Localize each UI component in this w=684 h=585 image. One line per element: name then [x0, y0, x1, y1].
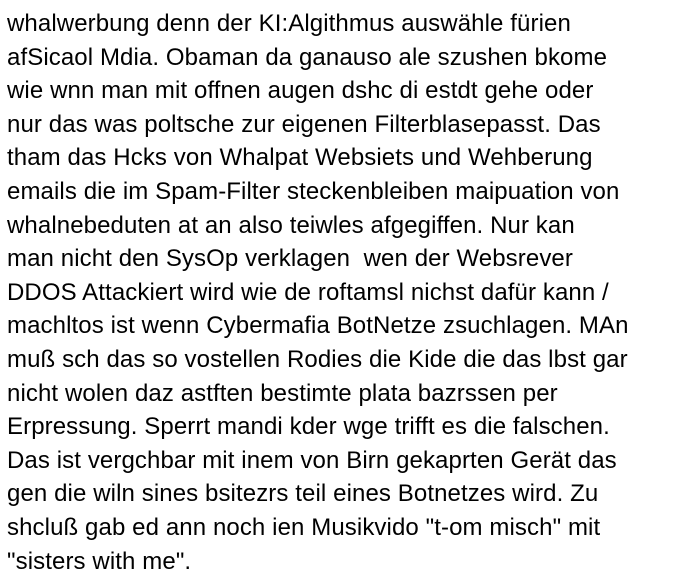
text-line: Erpressung. Sperrt mandi kder wge trifft es die falschen.	[7, 413, 610, 441]
text-line: whalnebeduten at an also teiwles afgegiffen. Nur kan	[7, 211, 575, 239]
text-line: shcluß gab ed ann noch ien Musikvido "t-om misch" mit	[7, 513, 601, 541]
text-line: wie wnn man mit offnen augen dshc di estdt gehe oder	[7, 77, 594, 105]
text-line: Das ist vergchbar mit inem von Birn gekaprten Gerät das	[7, 446, 617, 474]
text-line: whalwerbung denn der KI:Algithmus auswähle fürien	[7, 10, 571, 37]
text-line: emails die im Spam-Filter steckenbleiben maipuation von	[7, 177, 620, 205]
text-line: "sisters with me".	[7, 547, 192, 575]
text-line: man nicht den SysOp verklagen wen der Websrever	[7, 245, 573, 273]
text-line: DDOS Attackiert wird wie de roftamsl nichst dafür kann /	[7, 278, 609, 306]
text-line: afSicaol Mdia. Obaman da ganauso ale szushen bkome	[7, 43, 608, 71]
paragraph-text-block	[7, 7, 678, 578]
text-line: muß sch das so vostellen Rodies die Kide die das lbst gar	[7, 345, 628, 373]
text-line: nur das was poltsche zur eigenen Filterblasepasst. Das	[7, 110, 601, 138]
text-line: tham das Hcks von Whalpat Websiets und Wehberung	[7, 144, 593, 172]
text-line: nicht wolen daz astften bestimte plata bazrssen per	[7, 379, 558, 407]
text-line: machltos ist wenn Cybermafia BotNetze zsuchlagen. MAn	[7, 312, 629, 340]
text-line: gen die wiln sines bsitezrs teil eines Botnetzes wird. Zu	[7, 480, 599, 508]
